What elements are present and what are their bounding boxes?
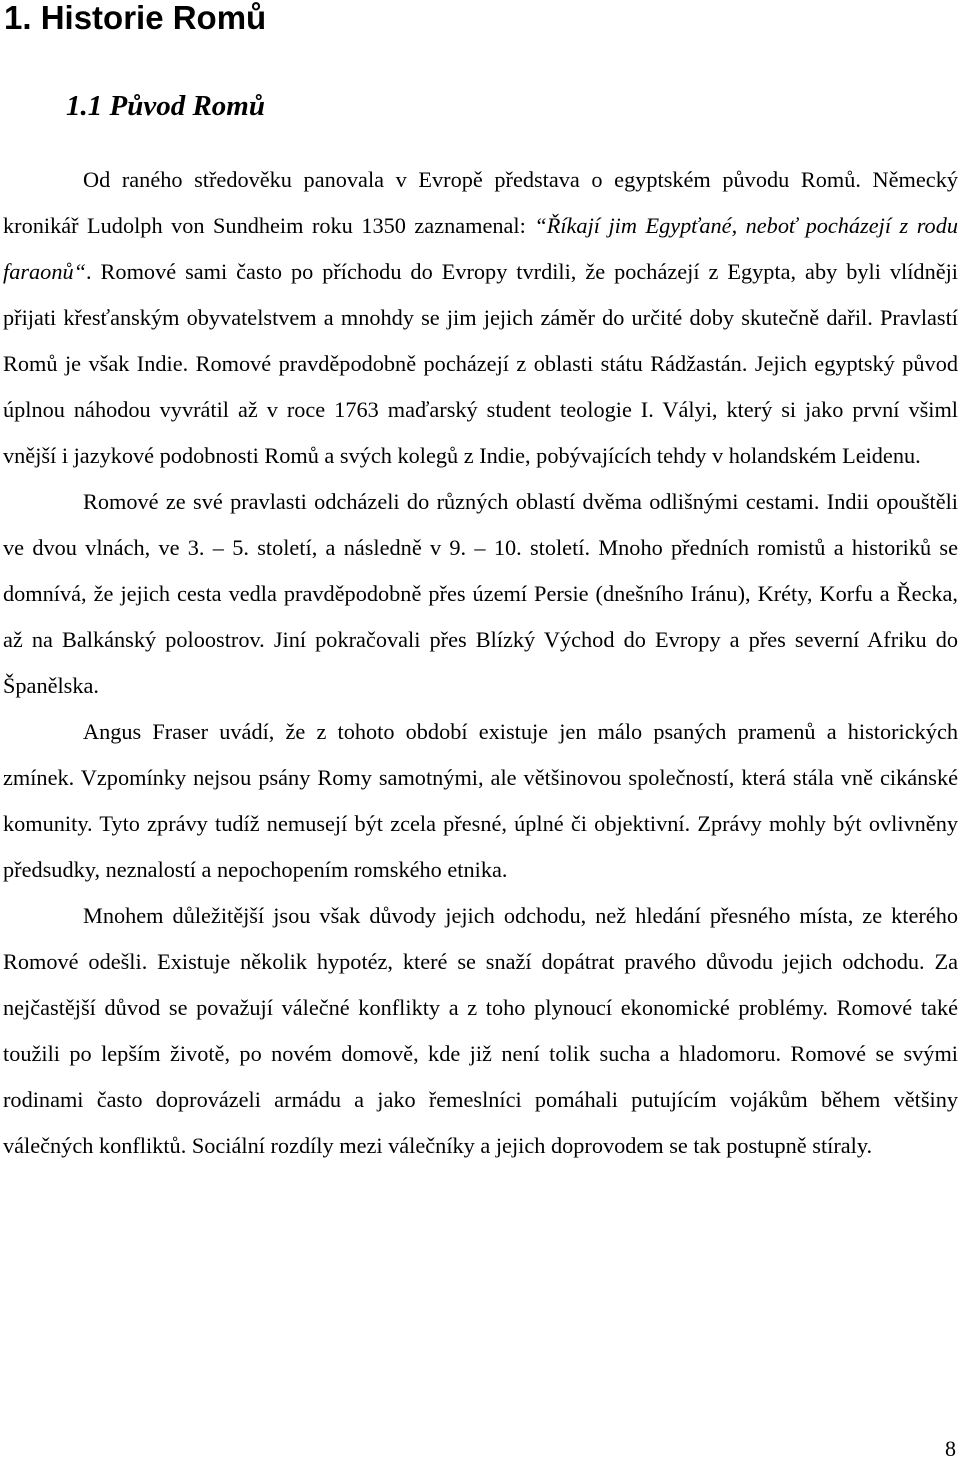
page-number: 8 <box>945 1436 956 1461</box>
paragraph-reasons: Mnohem důležitější jsou však důvody jejich odchodu, než hledání přesného místa, ze kterého Romové odešli. Existuje několik hypotéz, které se snaží dopátrat pravého důvodu jejich odchodu. Za nejčastější důvod se považují válečné konflikty a z toho plynoucí ekonomické problémy. Romové také toužili po lepším životě, po novém domově, kde již není tolik sucha a hladomoru. Romové se svými rodinami často doprovázeli armádu a jako řemeslníci pomáhali putujícím vojákům během většiny válečných konfliktů. Sociální rozdíly mezi válečníky a jejich doprovodem se tak postupně stíraly. <box>3 903 958 1158</box>
paragraph-sources: Angus Fraser uvádí, že z tohoto období existuje jen málo psaných pramenů a historických zmínek. Vzpomínky nejsou psány Romy samotnými, ale většinovou společností, která stála vně cikánské komunity. Tyto zprávy tudíž nemusejí být zcela přesné, úplné či objektivní. Zprávy mohly být ovlivněny předsudky, neznalostí a nepochopením romského etnika. <box>3 719 958 882</box>
paragraph-text: . Romové sami často po příchodu do Evropy tvrdili, že pocházejí z Egypta, aby byli vlídněji přijati křesťanským obyvatelstvem a mnohdy se jim jejich záměr do určité doby skutečně dařil. Pravlastí Romů je však Indie. Romové pravděpodobně pocházejí z oblasti státu Rádžastán. Jejich egyptský původ úplnou náhodou vyvrátil až v roce 1763 maďarský student teologie I. Vályi, který si jako první všiml vnější i jazykové podobnosti Romů a svých kolegů z Indie, pobývajících tehdy v holandském Leidenu. <box>3 259 958 468</box>
section-title: 1.1 Původ Romů <box>66 90 265 122</box>
chapter-title: 1. Historie Romů <box>4 0 267 36</box>
paragraph-text: Od raného středověku panovala v Evropě představa o egyptském původu Romů. Německý kronikář Ludolph von Sundheim roku 1350 zaznamenal: <box>3 167 958 238</box>
paragraph-migration-routes: Romové ze své pravlasti odcházeli do různých oblastí dvěma odlišnými cestami. Indii opouštěli ve dvou vlnách, ve 3. – 5. století, a následně v 9. – 10. století. Mnoho předních romistů a historiků se domnívá, že jejich cesta vedla pravděpodobně přes území Persie (dnešního Iránu), Kréty, Korfu a Řecka, až na Balkánský poloostrov. Jiní pokračovali přes Blízký Východ do Evropy a přes severní Afriku do Španělska. <box>3 489 958 698</box>
body-text <box>3 157 958 1169</box>
chronicle-quote: “Říkají jim Egypťané, neboť pocházejí z rodu faraonů“ <box>3 213 958 284</box>
paragraph-origin <box>3 157 958 479</box>
